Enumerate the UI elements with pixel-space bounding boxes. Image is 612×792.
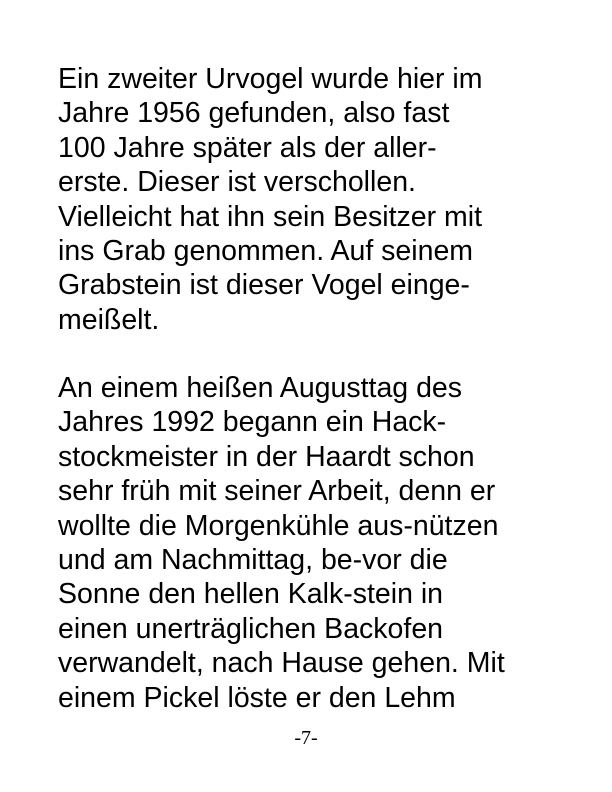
- text-line: wollte die Morgenkühle aus-nützen: [58, 509, 499, 542]
- text-line: Vielleicht hat ihn sein Besitzer mit: [58, 200, 483, 233]
- text-line: An einem heißen Augusttag des: [58, 372, 463, 404]
- text-line: Sonne den hellen Kalk-stein in: [58, 578, 444, 611]
- text-line: einen unerträglichen Backofen: [58, 612, 444, 645]
- text-line: einem Pickel löste er den Lehm: [58, 681, 456, 714]
- text-line: und am Nachmittag, be-vor die: [58, 544, 448, 577]
- text-line: stockmeister in der Haardt schon: [58, 440, 475, 473]
- text-line: meißelt.: [58, 303, 160, 336]
- text-line: Grabstein ist dieser Vogel einge-: [58, 269, 470, 302]
- text-line: 100 Jahre später als der aller-: [58, 131, 437, 164]
- page-number: -7-: [294, 727, 318, 749]
- text-line: Ein zweiter Urvogel wurde hier im: [58, 63, 483, 95]
- text-line: ins Grab genommen. Auf seinem: [58, 235, 474, 268]
- text-line: verwandelt, nach Hause gehen. Mit: [58, 647, 505, 680]
- paragraph-1: [58, 62, 578, 337]
- text-line: erste. Dieser ist verschollen.: [58, 166, 416, 199]
- text-line: sehr früh mit seiner Arbeit, denn er: [58, 475, 496, 508]
- paragraph-2: [58, 371, 578, 715]
- text-line: Jahres 1992 begann ein Hack-: [58, 406, 447, 439]
- text-line: Jahre 1956 gefunden, also fast: [58, 97, 450, 130]
